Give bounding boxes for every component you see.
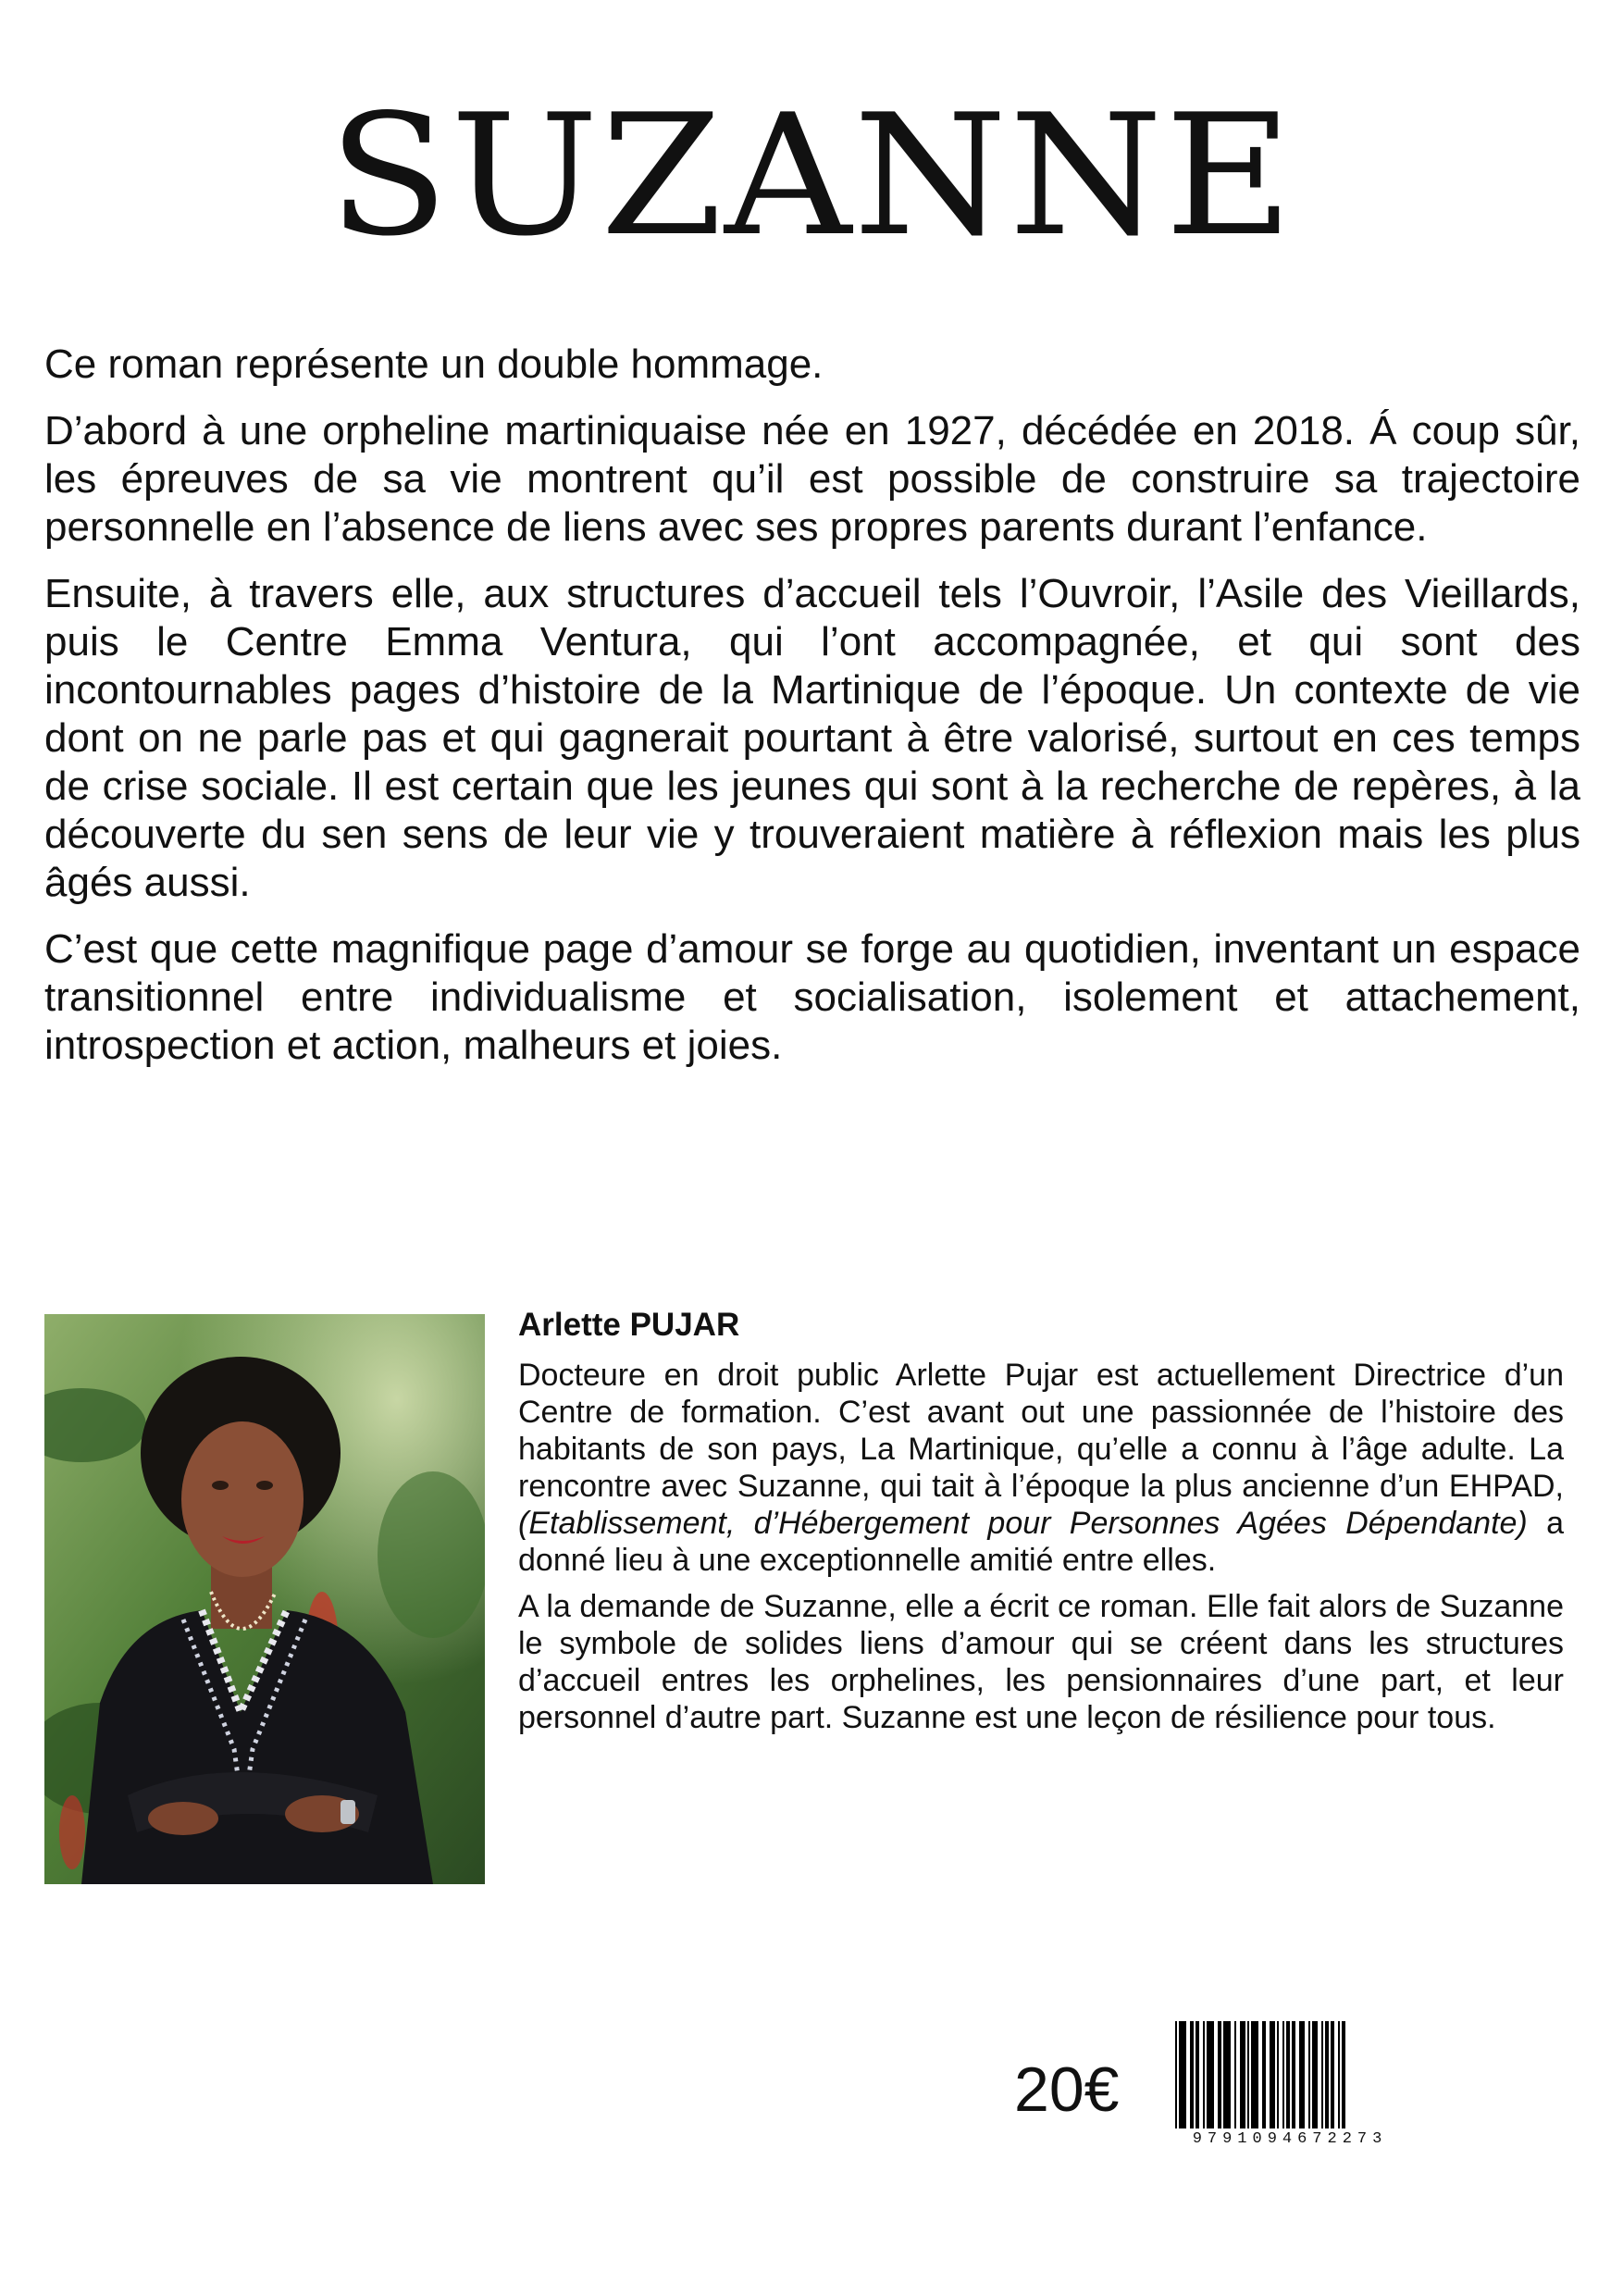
barcode-bar <box>1325 2021 1329 2128</box>
synopsis-paragraph: C’est que cette magnifique page d’amour se forge au quotidien, inventant un espace transitionnel entre individualisme et socialisation, isolement et attachement, introspection et action, malheurs et joies. <box>44 926 1580 1068</box>
barcode-bar <box>1308 2021 1310 2128</box>
barcode-bar <box>1338 2021 1340 2128</box>
barcode-bar <box>1342 2021 1345 2128</box>
barcode-bar <box>1196 2021 1199 2128</box>
barcode-bar <box>1277 2021 1279 2128</box>
barcode-bar <box>1270 2021 1275 2128</box>
author-photo <box>44 1314 485 1884</box>
price-label: 20€ <box>1014 2054 1120 2125</box>
barcode-bar <box>1312 2021 1318 2128</box>
book-title: SUZANNE <box>328 78 1295 273</box>
barcode-bar <box>1299 2021 1305 2128</box>
barcode-bar <box>1292 2021 1295 2128</box>
author-bio-text: a donné lieu à une exceptionnelle amitié entre elles. <box>518 1506 1564 1578</box>
author-bio-second: A la demande de Suzanne, elle a écrit ce roman. Elle fait alors de Suzanne le symbole de solides liens d’amour qui se créent dans les structures d’accueil entres les orphelines, les pensionnaires d’une part, et leur personnel d’autre part. Suzanne est une leçon de résilience pour tous. <box>518 1589 1564 1735</box>
barcode-bar <box>1282 2021 1284 2128</box>
synopsis <box>44 341 1580 1088</box>
barcode-bar <box>1240 2021 1245 2128</box>
barcode-bar <box>1175 2021 1177 2128</box>
barcode-bar <box>1286 2021 1290 2128</box>
barcode-bar <box>1218 2021 1221 2128</box>
synopsis-paragraph: D’abord à une orpheline martiniquaise née en 1927, décédée en 2018. Á coup sûr, les épreuves de sa vie montrent qu’il est possible de construire sa trajectoire personnelle en l’absence de liens avec ses propres parents durant l’enfance. <box>44 408 1580 550</box>
barcode-bar <box>1203 2021 1205 2128</box>
author-bio-italic: (Etablissement, d’Hébergement pour Personnes Agées Dépendante) <box>518 1506 1528 1541</box>
barcode-bar <box>1207 2021 1214 2128</box>
barcode-bar <box>1234 2021 1236 2128</box>
isbn-barcode <box>1168 2021 1412 2151</box>
author-name: Arlette PUJAR <box>518 1307 740 1343</box>
author-bio-text: Docteure en droit public Arlette Pujar est actuellement Directrice d’un Centre de formation. C’est avant out une passionnée de l’histoire des habitants de son pays, La Martinique, qu’elle a connu à l’âge adulte. La rencontre avec Suzanne, qui tait à l’époque la plus ancienne d’un EHPAD, <box>518 1358 1564 1504</box>
barcode-bar <box>1190 2021 1194 2128</box>
synopsis-paragraph: Ce roman représente un double hommage. <box>44 341 824 387</box>
barcode-bar <box>1179 2021 1186 2128</box>
author-bio <box>518 1357 1564 1579</box>
author-section <box>518 1305 1564 1745</box>
synopsis-paragraph: Ensuite, à travers elle, aux structures d’accueil tels l’Ouvroir, l’Asile des Vieillards, puis le Centre Emma Ventura, qui l’ont accompagnée, et qui sont des incontournables pages d’histoire de la Martinique de l’époque. Un contexte de vie dont on ne parle pas et qui gagnerait pourtant à être valorisé, surtout en ces temps de crise sociale. Il est certain que les jeunes qui sont à la recherche de repères, à la découverte du sen sens de leur vie y trouveraient matière à réflexion mais les plus âgés aussi. <box>44 571 1580 905</box>
barcode-bar <box>1262 2021 1266 2128</box>
barcode-bar <box>1331 2021 1334 2128</box>
barcode-bars <box>1168 2021 1412 2128</box>
barcode-bar <box>1247 2021 1249 2128</box>
barcode-bar <box>1321 2021 1323 2128</box>
barcode-bar <box>1251 2021 1258 2128</box>
barcode-number: 9791094672273 <box>1192 2130 1388 2148</box>
barcode-bar <box>1223 2021 1231 2128</box>
